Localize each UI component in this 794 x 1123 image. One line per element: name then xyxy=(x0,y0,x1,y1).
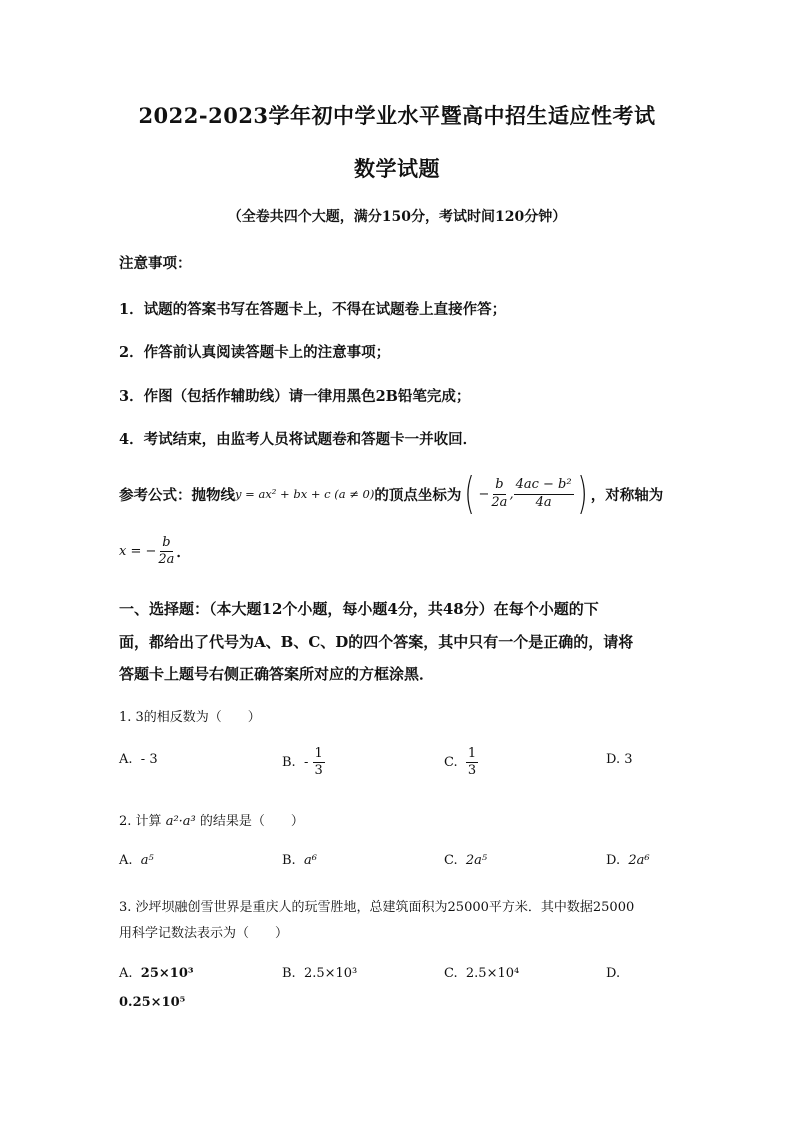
option-c xyxy=(444,966,519,981)
option-d xyxy=(606,853,650,868)
option-text: - xyxy=(303,755,309,771)
option-a xyxy=(119,752,158,767)
option-c xyxy=(444,746,478,780)
exam-title: 2022-2023学年初中学业水平暨高中招生适应性考试 xyxy=(138,103,656,128)
fraction-denominator: 3 xyxy=(314,763,323,779)
option-text: 3 xyxy=(624,752,633,767)
option-a xyxy=(119,853,154,868)
fraction-numerator: 1 xyxy=(466,746,478,763)
vertex-x-fraction xyxy=(489,477,509,511)
notice-item: 1．试题的答案书写在答题卡上，不得在试题卷上直接作答； xyxy=(119,301,507,318)
stem-math: a²·a³ xyxy=(165,814,196,829)
section-intro-line: 一、选择题：（本大题12个小题，每小题4分，共48分）在每个小题的下 xyxy=(119,600,599,618)
reference-formula: 参考公式：抛物线 y = ax² + bx + c (a ≠ 0) 的顶点坐标为 ( − $\frac{b}{2a}$ , $\frac{\text{4ac − b²}}{4a}$ ) ，对称轴为 xyxy=(119,468,664,519)
exam-subtitle: 数学试题 xyxy=(354,156,440,181)
option-b xyxy=(282,746,325,780)
option-text: - 3 xyxy=(140,752,158,767)
option-text: 25×10³ xyxy=(140,966,194,981)
vertex-label: 的顶点坐标为 xyxy=(374,486,462,504)
option-label: D. xyxy=(606,853,621,868)
parabola-equation: y = ax² + bx + c (a ≠ 0) xyxy=(235,487,375,501)
option-c xyxy=(444,853,487,868)
axis-end: ． xyxy=(176,544,191,562)
option-label: A. xyxy=(119,752,133,767)
right-paren: ) xyxy=(577,468,588,519)
notice-item: 2．作答前认真阅读答题卡上的注意事项； xyxy=(119,344,391,361)
option-label: D. xyxy=(606,752,621,767)
option-text: 2a⁵ xyxy=(465,853,488,868)
option-label: B. xyxy=(282,966,296,981)
option-label: B. xyxy=(282,755,296,771)
axis-fraction xyxy=(156,535,176,569)
axis-denominator: 2a xyxy=(158,552,175,568)
option-d-label: D. xyxy=(606,966,621,981)
stem-suffix: 的结果是（ ） xyxy=(199,814,304,829)
option-b xyxy=(282,966,357,981)
option-label: A. xyxy=(119,966,133,981)
question-stem-line: 3. 沙坪坝融创雪世界是重庆人的玩雪胜地，总建筑面积为25000平方米．其中数据25000 xyxy=(119,900,635,915)
option-d xyxy=(606,752,633,767)
vertex-x-numerator: b xyxy=(493,477,505,494)
option-text: a⁵ xyxy=(140,853,154,868)
option-fraction xyxy=(313,746,325,780)
option-fraction xyxy=(466,746,478,780)
exam-info: （全卷共四个大题，满分150分，考试时间120分钟） xyxy=(227,209,567,225)
option-text: 2.5×10³ xyxy=(303,966,358,981)
question-stem: 1. 3的相反数为（ ） xyxy=(119,710,261,725)
option-label: C. xyxy=(444,755,458,771)
option-label: C. xyxy=(444,966,458,981)
notice-heading: 注意事项： xyxy=(119,255,192,272)
left-paren: ( xyxy=(464,468,476,519)
fraction-denominator: 3 xyxy=(467,763,477,779)
vertex-y-fraction xyxy=(514,477,574,511)
option-label: C. xyxy=(444,853,458,868)
axis-label: ，对称轴为 xyxy=(590,486,664,504)
axis-numerator: b xyxy=(160,535,172,552)
fraction-numerator: 1 xyxy=(313,746,325,763)
question-stem xyxy=(119,810,304,829)
vertex-y-numerator: 4ac − b² xyxy=(514,477,574,494)
stem-prefix: 2. 计算 xyxy=(119,814,162,829)
option-b xyxy=(282,853,317,868)
option-text: a⁶ xyxy=(303,853,317,868)
section-intro-line: 面，都给出了代号为A、B、C、D的四个答案，其中只有一个是正确的，请将 xyxy=(119,633,634,651)
formula-prefix: 参考公式：抛物线 xyxy=(119,486,235,504)
notice-item: 3．作图（包括作辅助线）请一律用黑色2B铅笔完成； xyxy=(119,388,471,405)
question-stem-line: 用科学记数法表示为（ ） xyxy=(119,926,289,941)
vertex-y-denominator: 4a xyxy=(535,494,552,510)
option-text: 2a⁶ xyxy=(628,853,650,868)
option-a xyxy=(119,966,194,981)
section-intro-line: 答题卡上题号右侧正确答案所对应的方框涂黑． xyxy=(119,665,435,683)
option-text: 2.5×10⁴ xyxy=(465,966,520,981)
option-label: B. xyxy=(282,853,296,868)
vertex-x-denominator: 2a xyxy=(491,494,508,510)
axis-formula xyxy=(119,535,191,569)
axis-lhs: x = − xyxy=(119,544,157,560)
notice-item: 4．考试结束，由监考人员将试题卷和答题卡一并收回． xyxy=(119,431,478,448)
option-d-text: 0.25×10⁵ xyxy=(119,995,186,1010)
option-label: A. xyxy=(119,853,133,868)
